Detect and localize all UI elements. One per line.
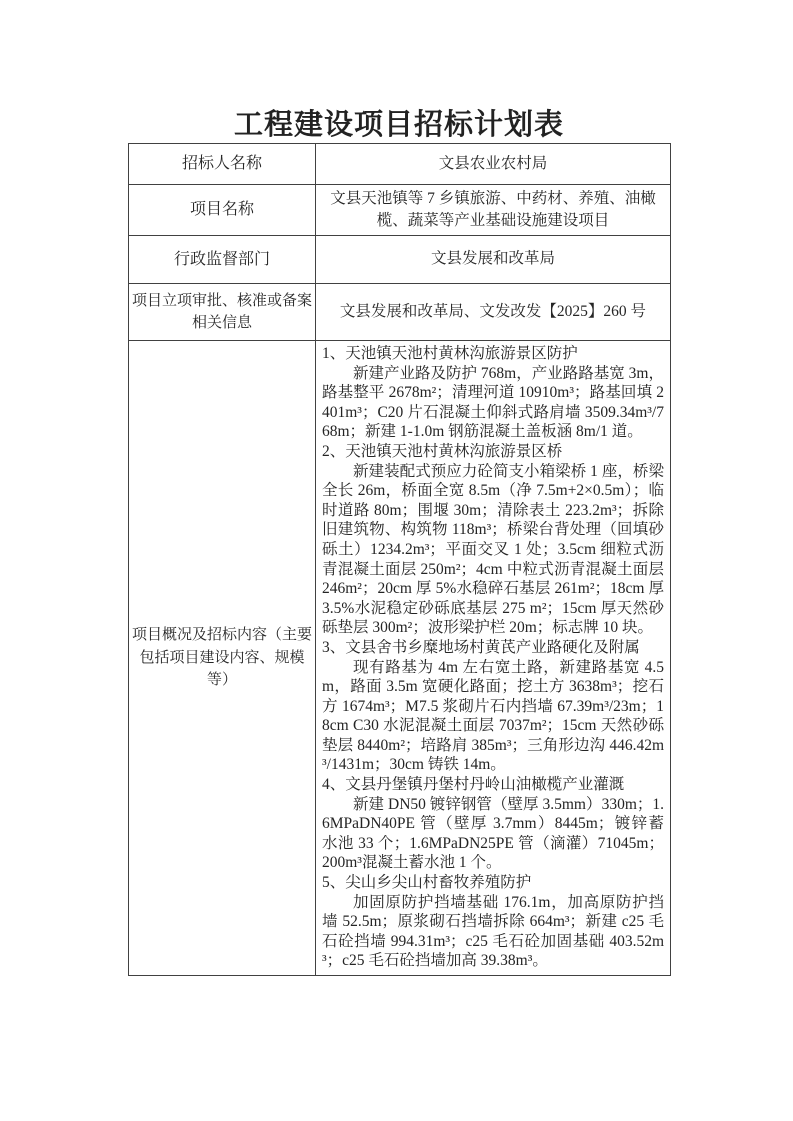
table-row-bidder-name bbox=[129, 144, 671, 185]
section-5-heading: 5、尖山乡尖山村畜牧养殖防护 bbox=[322, 874, 532, 892]
section-1-detail: 新建产业路及防护 768m，产业路路基宽 3m，路基整平 2678m²；清理河道 10910m³；路基回填 2401m³；C20 片石混凝土仰斜式路肩墙 3509.34m³/768m；新建 1-1.0m 钢筋混凝土盖板涵 8m/1 道。 bbox=[322, 364, 664, 441]
section-3-heading: 3、文县舍书乡糜地场村黄芪产业路硬化及附属 bbox=[322, 638, 640, 656]
project-overview-content bbox=[316, 341, 671, 976]
table-row-approval-info bbox=[129, 284, 671, 341]
section-4-heading: 4、文县丹堡镇丹堡村丹岭山油橄榄产业灌溉 bbox=[322, 776, 625, 794]
supervising-department-label: 行政监督部门 bbox=[129, 236, 316, 284]
section-3-detail: 现有路基为 4m 左右宽土路，新建路基宽 4.5m，路面 3.5m 宽硬化路面；挖土方 3638m³；挖石方 1674m³；M7.5 浆砌片石内挡墙 67.39m³/23m；18cm C30 水泥混凝土面层 7037m²；15cm 天然砂砾垫层 8440m²；培路肩 385m³；三角形边沟 446.42m³/1431m；30cm 铸铁 14m。 bbox=[322, 658, 664, 774]
bidder-name-value: 文县农业农村局 bbox=[316, 144, 671, 185]
section-1-heading: 1、天池镇天池村黄林沟旅游景区防护 bbox=[322, 345, 578, 362]
approval-info-label: 项目立项审批、核准或备案相关信息 bbox=[129, 284, 316, 341]
document-title: 工程建设项目招标计划表 bbox=[233, 109, 564, 141]
table-row-project-overview bbox=[129, 341, 671, 976]
project-overview-label: 项目概况及招标内容（主要包括项目建设内容、规模等） bbox=[129, 341, 316, 976]
bidder-name-label: 招标人名称 bbox=[129, 144, 316, 185]
project-name-value: 文县天池镇等 7 乡镇旅游、中药材、养殖、油橄榄、蔬菜等产业基础设施建设项目 bbox=[316, 185, 671, 236]
section-4-detail: 新建 DN50 镀锌钢管（壁厚 3.5mm）330m；1.6MPaDN40PE 管（壁厚 3.7mm）8445m；镀锌蓄水池 33 个；1.6MPaDN25PE 管（滴灌）71045m；200m³混凝土蓄水池 1 个。 bbox=[322, 795, 664, 872]
project-name-label: 项目名称 bbox=[129, 185, 316, 236]
section-2-heading: 2、天池镇天池村黄林沟旅游景区桥 bbox=[322, 442, 563, 460]
section-5-detail: 加固原防护挡墙基础 176.1m，加高原防护挡墙 52.5m；原浆砌石挡墙拆除 664m³；新建 c25 毛石砼挡墙 994.31m³；c25 毛石砼加固基础 403.52m³；c25 毛石砼挡墙加高 39.38m³。 bbox=[322, 893, 664, 970]
table-row-project-name bbox=[129, 185, 671, 236]
approval-info-value: 文县发展和改革局、文发改发【2025】260 号 bbox=[316, 284, 671, 341]
section-2-detail: 新建装配式预应力砼简支小箱梁桥 1 座，桥梁全长 26m，桥面全宽 8.5m（净 7.5m+2×0.5m）；临时道路 80m；围堰 30m；清除表土 223.2m³；拆除旧建筑物、构筑物 118m³；桥梁台背处理（回填砂砾土）1234.2m³；平面交叉 1 处；3.5cm 细粒式沥青混凝土面层 250m²；4cm 中粒式沥青混凝土面层 246m²；20cm 厚 5%水稳碎石基层 261m²；18cm 厚 3.5%水泥稳定砂砾底基层 275 m²；15cm 厚天然砂砾垫层 300m²；波形梁护栏 20m；标志牌 10 块。 bbox=[322, 462, 664, 637]
bidding-plan-table bbox=[128, 143, 671, 976]
supervising-department-value: 文县发展和改革局 bbox=[316, 236, 671, 284]
table-row-supervising-department bbox=[129, 236, 671, 284]
